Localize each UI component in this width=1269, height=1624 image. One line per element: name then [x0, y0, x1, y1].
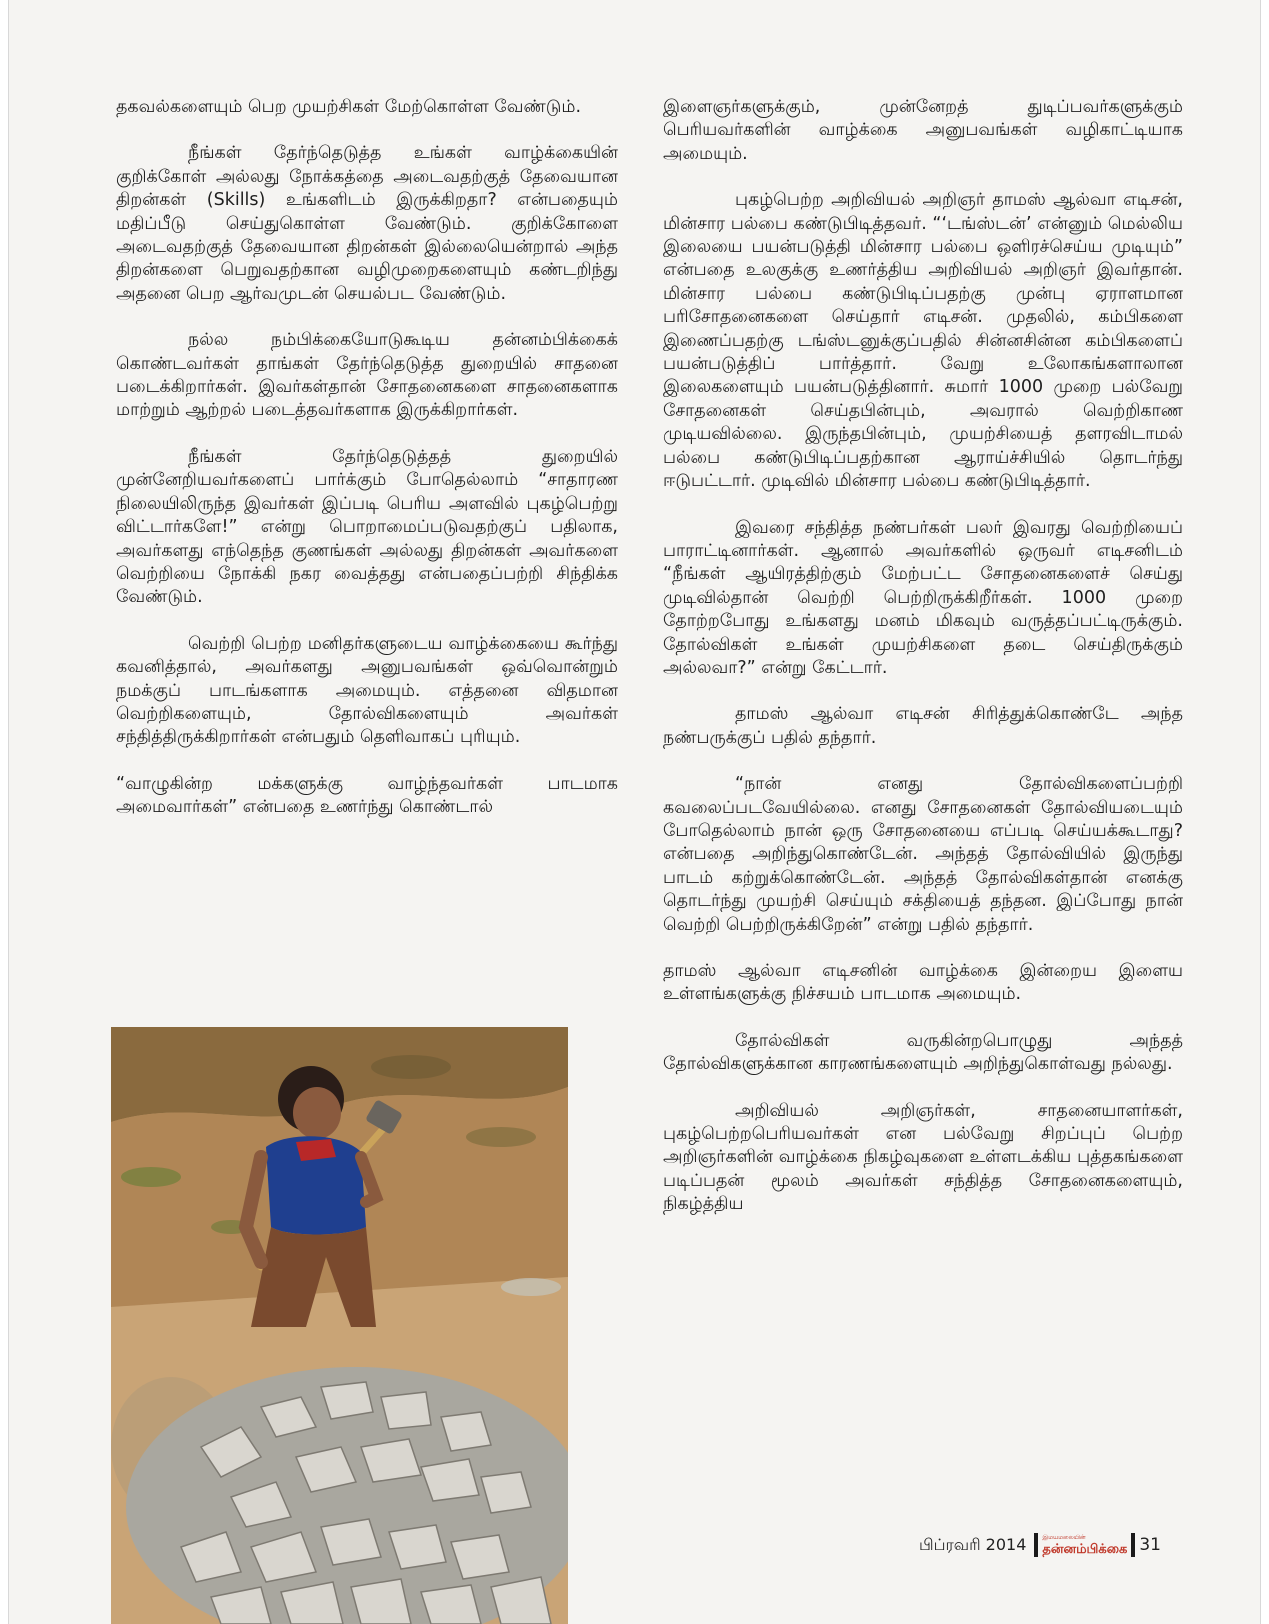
paragraph: இவரை சந்தித்த நண்பர்கள் பலர் இவரது வெற்றியைப் பாராட்டினார்கள். ஆனால் அவர்களில் ஒருவர் எடிசனிடம் “நீங்கள் ஆயிரத்திற்கும் மேற்பட்ட சோதனைகளைச் செய்து முடிவில்தான் வெற்றி பெற்றிருக்கிறீர்கள். 1000 முறை தோற்றபோது உங்களது மனம் மிகவும் வருத்தப்பட்டிருக்கும். தோல்விகள் உங்கள் முயற்சிகளை தடை செய்திருக்கும் அல்லவா?” என்று கேட்டார். — [663, 517, 1183, 678]
paragraph: வெற்றி பெற்ற மனிதர்களுடைய வாழ்க்கையை கூர்ந்து கவனித்தால், அவர்களது அனுபவங்கள் ஒவ்வொன்றும் நமக்குப் பாடங்களாக அமையும். எத்தனை விதமான வெற்றிகளையும், தோல்விகளையும் அவர்கள் சந்தித்திருக்கிறார்கள் என்பதும் தெளிவாகப் புரியும். — [116, 633, 618, 748]
paragraph: “நான் எனது தோல்விகளைப்பற்றி கவலைப்படவேயில்லை. எனது சோதனைகள் தோல்வியடையும் போதெல்லாம் நான் ஒரு சோதனையை எப்படி செய்யக்கூடாது? என்பதை அறிந்துகொண்டேன். அந்தத் தோல்வியில் இருந்து பாடம் கற்றுக்கொண்டேன். அந்தத் தோல்விகள்தான் எனக்கு தொடர்ந்து முயற்சி செய்யும் சக்தியைத் தந்தன. இப்போது நான் வெற்றி பெற்றிருக்கிறேன்” என்று பதில் தந்தார். — [663, 774, 1183, 935]
paragraph: நீங்கள் தேர்ந்தெடுத்தத் துறையில் முன்னேறியவர்களைப் பார்க்கும் போதெல்லாம் “சாதாரண நிலையிலிருந்த இவர்கள் இப்படி பெரிய அளவில் புகழ்பெற்று விட்டார்களே!” என்று பொறாமைப்படுவதற்குப் பதிலாக, அவர்களது எந்தெந்த குணங்கள் அல்லது திறன்கள் அவர்களை வெற்றியை நோக்கி நகர வைத்தது என்பதைப்பற்றி சிந்திக்க வேண்டும். — [116, 446, 618, 608]
issue-date: பிப்ரவரி 2014 — [919, 1534, 1027, 1554]
right-column — [663, 96, 1183, 1240]
paragraph: நீங்கள் தேர்ந்தெடுத்த உங்கள் வாழ்க்கையின் குறிக்கோள் அல்லது நோக்கத்தை அடைவதற்குத் தேவையான திறன்கள் (Skills) உங்களிடம் இருக்கிறதா? என்பதையும் மதிப்பீடு செய்துகொள்ள வேண்டும். குறிக்கோளை அடைவதற்குத் தேவையான திறன்கள் இல்லையென்றால் அந்த திறன்களை பெறுவதற்கான வழிமுறைகளையும் கண்டறிந்து அதனை பெற ஆர்வமுடன் செயல்பட வேண்டும். — [116, 143, 618, 304]
paragraph: இளைஞர்களுக்கும், முன்னேறத் துடிப்பவர்களுக்கும் பெரியவர்களின் வாழ்க்கை அனுபவங்கள் வழிகாட்டியாக அமையும். — [663, 97, 1183, 164]
paragraph: நல்ல நம்பிக்கையோடுகூடிய தன்னம்பிக்கைக் கொண்டவர்கள் தாங்கள் தேர்ந்தெடுத்த துறையில் சாதனை படைக்கிறார்கள். இவர்கள்தான் சோதனைகளை சாதனைகளாக மாற்றும் ஆற்றல் படைத்தவர்களாக இருக்கிறார்கள். — [116, 330, 618, 421]
paragraph: “வாழுகின்ற மக்களுக்கு வாழ்ந்தவர்கள் பாடமாக அமைவார்கள்” என்பதை உணர்ந்து கொண்டால் — [116, 773, 618, 818]
paragraph: அறிவியல் அறிஞர்கள், சாதனையாளர்கள், புகழ்பெற்றபெரியவர்கள் என பல்வேறு சிறப்புப் பெற்ற அறிஞர்களின் வாழ்க்கை நிகழ்வுகளை உள்ளடக்கிய புத்தகங்களை படிப்பதன் மூலம் அவர்கள் சந்தித்த சோதனைகளையும், நிகழ்த்திய — [663, 1100, 1183, 1215]
paragraph: தோல்விகள் வருகின்றபொழுது அந்தத் தோல்விகளுக்கான காரணங்களையும் அறிந்துகொள்வது நல்லது. — [663, 1030, 1183, 1075]
magazine-page — [8, 0, 1261, 1624]
page-number: 31 — [1139, 1535, 1161, 1555]
magazine-logo-tagline: இமயமலையின் — [1042, 1533, 1086, 1541]
magazine-logo — [1042, 1533, 1127, 1557]
paragraph: தாமஸ் ஆல்வா எடிசனின் வாழ்க்கை இன்றைய இளைய உள்ளங்களுக்கு நிச்சயம் பாடமாக அமையும். — [663, 961, 1183, 1005]
magazine-logo-name: தன்னம்பிக்கை — [1042, 1541, 1128, 1557]
paragraph: தாமஸ் ஆல்வா எடிசன் சிரித்துக்கொண்டே அந்த நண்பருக்குப் பதில் தந்தார். — [663, 704, 1183, 748]
footer-divider — [1034, 1533, 1038, 1557]
page-footer — [919, 1531, 1219, 1559]
child-breaking-stones-image — [111, 1027, 568, 1624]
footer-divider — [1131, 1533, 1135, 1557]
article-photo — [111, 1027, 568, 1624]
paragraph: தகவல்களையும் பெற முயற்சிகள் மேற்கொள்ள வேண்டும். — [116, 97, 582, 117]
left-column — [116, 96, 618, 843]
paragraph: புகழ்பெற்ற அறிவியல் அறிஞர் தாமஸ் ஆல்வா எடிசன், மின்சார பல்பை கண்டுபிடித்தவர். “‘டங்ஸ்டன்’ என்னும் மெல்லிய இலையை பயன்படுத்தி மின்சார பல்பை ஒளிரச்செய்ய முடியும்” என்பதை உலகுக்கு உணர்த்திய அறிவியல் அறிஞர் இவர்தான். மின்சார பல்பை கண்டுபிடிப்பதற்கு முன்பு ஏராளமான பரிசோதனைகளை செய்தார் எடிசன். முதலில், கம்பிகளை இணைப்பதற்கு டங்ஸ்டனுக்குப்பதில் சின்னசின்ன கம்பிகளைப் பயன்படுத்திப் பார்த்தார். வேறு உலோகங்களாலான இலைகளையும் பயன்படுத்தினார். சுமார் 1000 முறை பல்வேறு சோதனைகள் செய்தபின்பும், அவரால் வெற்றிகாண முடியவில்லை. இருந்தபின்பும், முயற்சியைத் தளரவிடாமல் பல்பை கண்டுபிடிப்பதற்கான ஆராய்ச்சியில் தொடர்ந்து ஈடுபட்டார். முடிவில் மின்சார பல்பை கண்டுபிடித்தார். — [663, 190, 1183, 492]
